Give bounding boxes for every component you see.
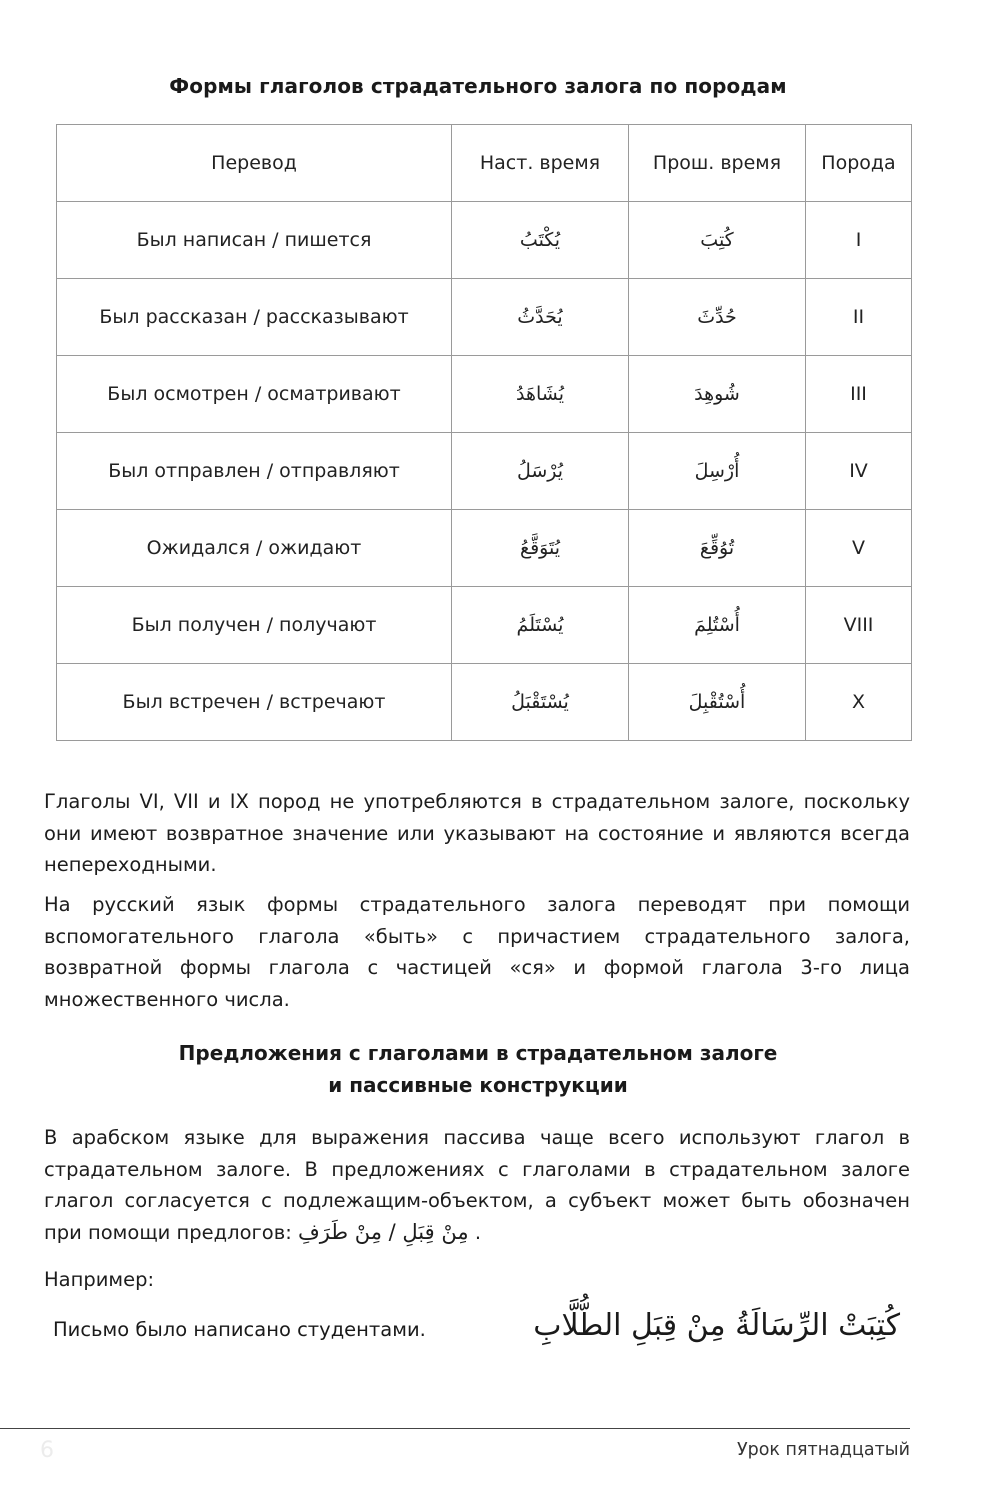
table-row: [57, 202, 912, 279]
table-row: [57, 279, 912, 356]
form-cell: I: [806, 202, 912, 279]
present-cell: يُحَدَّثُ: [452, 279, 629, 356]
present-cell: يُتَوَقَّعُ: [452, 510, 629, 587]
page-title: Формы глаголов страдательного залога по породам: [169, 74, 787, 98]
header-present: Наст. время: [452, 125, 629, 202]
paragraph-unused-forms: Глаголы VI, VII и IX пород не употребляются в страдательном залоге, поскольку они имеют возвратное значение или указывают на состояние и являются всегда непереходными.: [44, 790, 910, 876]
past-cell: أُرْسِلَ: [629, 433, 806, 510]
paragraph-passive-constructions: [44, 1122, 910, 1248]
table-row: [57, 587, 912, 664]
section-title-line1: Предложения с глаголами в страдательном залоге: [178, 1041, 778, 1065]
footer-lesson-title: Урок пятнадцатый: [736, 1440, 910, 1460]
table-row: [57, 664, 912, 741]
prepositions-arabic: مِنْ قِبَلِ / مِنْ طَرَفِ: [298, 1219, 469, 1244]
table-row: [57, 356, 912, 433]
table-header-row: [57, 125, 912, 202]
translation-cell: Был написан / пишется: [57, 202, 452, 279]
form-cell: II: [806, 279, 912, 356]
past-cell: أُسْتُقْبِلَ: [629, 664, 806, 741]
example-russian: Письмо было написано студентами.: [53, 1318, 426, 1341]
past-cell: تُوُقِّعَ: [629, 510, 806, 587]
header-translation: Перевод: [57, 125, 452, 202]
form-cell: V: [806, 510, 912, 587]
example-label: Например:: [44, 1268, 155, 1291]
translation-cell: Был осмотрен / осматривают: [57, 356, 452, 433]
past-cell: أُسْتُلِمَ: [629, 587, 806, 664]
form-cell: X: [806, 664, 912, 741]
example-arabic: كُتِبَتْ الرِّسَالَةُ مِنْ قِبَلِ الطُّلَّابِ: [533, 1308, 900, 1343]
passive-forms-table: [56, 124, 912, 741]
translation-cell: Был отправлен / отправляют: [57, 433, 452, 510]
table-row: [57, 433, 912, 510]
translation-cell: Был рассказан / рассказывают: [57, 279, 452, 356]
present-cell: يُرْسَلُ: [452, 433, 629, 510]
paragraph-passive-end: .: [474, 1220, 482, 1244]
translation-cell: Был получен / получают: [57, 587, 452, 664]
form-cell: VIII: [806, 587, 912, 664]
present-cell: يُكْتَبُ: [452, 202, 629, 279]
paragraph-passive-text: В арабском языке для выражения пассива чаще всего используют глагол в страдательном залоге. В предложениях с глаголами в страдательном залоге глагол согласуется с подлежащим-объектом, а субъект может быть обозначен при помощи предлогов:: [44, 1126, 910, 1244]
paragraph-translation-methods: На русский язык формы страдательного залога переводят при помощи вспомогательного глагола «быть» с причастием страдательного залога, возвратной формы глагола с частицей «ся» и формой глагола 3-го лица множественного числа.: [44, 893, 910, 1011]
translation-cell: Ожидался / ожидают: [57, 510, 452, 587]
form-cell: III: [806, 356, 912, 433]
present-cell: يُشَاهَدُ: [452, 356, 629, 433]
past-cell: حُدِّثَ: [629, 279, 806, 356]
translation-cell: Был встречен / встречают: [57, 664, 452, 741]
header-past: Прош. время: [629, 125, 806, 202]
past-cell: شُوهِدَ: [629, 356, 806, 433]
header-form: Порода: [806, 125, 912, 202]
past-cell: كُتِبَ: [629, 202, 806, 279]
present-cell: يُسْتَلَمُ: [452, 587, 629, 664]
section-title-line2: и пассивные конструкции: [328, 1073, 628, 1097]
present-cell: يُسْتَقْبَلُ: [452, 664, 629, 741]
page-number: 6: [40, 1438, 54, 1463]
table-row: [57, 510, 912, 587]
form-cell: IV: [806, 433, 912, 510]
footer-divider: [0, 1428, 910, 1429]
